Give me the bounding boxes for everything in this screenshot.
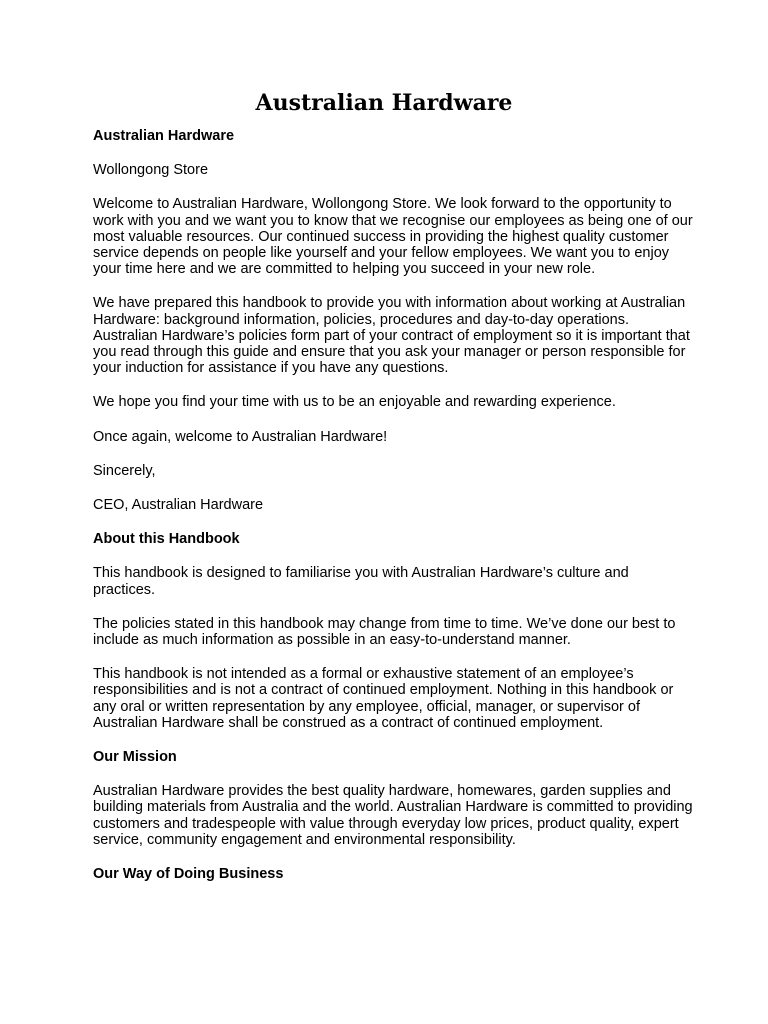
about-heading: About this Handbook [93, 531, 240, 548]
mission-heading: Our Mission [93, 749, 177, 766]
welcome-again-line: Once again, welcome to Australian Hardware! [93, 428, 388, 445]
about-paragraph-3: This handbook is not intended as a formal or exhaustive statement of an employee’s responsibilities and is not a contract of continued employment. Nothing in this handbook or any oral or written representation by any employee, official, manager, or supervisor of Australian Hardware shall be construed as a contract of continued employment. [93, 666, 674, 731]
handbook-intro-paragraph: We have prepared this handbook to provide you with information about working at Australian Hardware: background information, policies, procedures and day-to-day operations. Australian Hardware’s policies form part of your contract of employment so it is important that you read through this guide and ensure that you ask your manager or person responsible for your induction for assistance if you have any questions. [93, 295, 690, 377]
welcome-paragraph: Welcome to Australian Hardware, Wollongong Store. We look forward to the opportunity to work with you and we want you to know that we recognise our employees as being one of our most valuable resources. Our continued success in providing the highest quality customer service depends on people like yourself and your fellow employees. We want you to enjoy your time here and we are committed to helping you succeed in your new role. [93, 196, 693, 278]
signature-line: CEO, Australian Hardware [93, 497, 264, 514]
document-title: Australian Hardware [255, 90, 513, 116]
hope-paragraph: We hope you find your time with us to be an enjoyable and rewarding experience. [93, 394, 616, 411]
mission-paragraph: Australian Hardware provides the best quality hardware, homewares, garden supplies and building materials from Australia and the world. Australian Hardware is committed to providing customers and tradespeople with value through everyday low prices, product quality, expert service, community engagement and environmental responsibility. [93, 783, 693, 848]
sign-off: Sincerely, [93, 462, 156, 479]
company-heading: Australian Hardware [93, 128, 235, 144]
document-body [93, 128, 693, 900]
about-paragraph-1: This handbook is designed to familiarise you with Australian Hardware’s culture and practices. [93, 565, 629, 598]
business-heading: Our Way of Doing Business [93, 866, 284, 883]
about-paragraph-2: The policies stated in this handbook may change from time to time. We’ve done our best to include as much information as possible in an easy-to-understand manner. [93, 615, 676, 649]
store-name: Wollongong Store [93, 162, 209, 179]
